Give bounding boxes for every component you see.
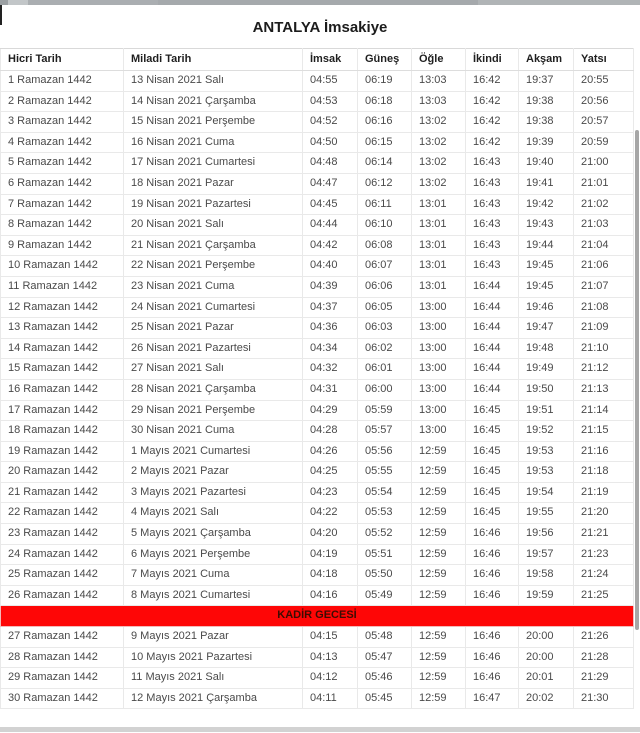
cell: 2 Mayıs 2021 Pazar [124,462,303,483]
table-row [1,565,634,586]
cell: 06:05 [358,297,412,318]
cell: 16 Ramazan 1442 [1,379,124,400]
table-row [1,153,634,174]
table-row [1,132,634,153]
cell: 13:02 [412,132,466,153]
cell: 18 Nisan 2021 Pazar [124,173,303,194]
kadir-gecesi-banner-row [1,606,634,627]
cell: 21:06 [574,256,634,277]
cell: 19:41 [519,173,574,194]
cell: 19:55 [519,503,574,524]
cell: 04:12 [303,668,358,689]
cell: 16:46 [466,647,519,668]
cell: 20:56 [574,91,634,112]
cell: 21:24 [574,565,634,586]
table-row [1,359,634,380]
table-row [1,215,634,236]
cell: 19:38 [519,112,574,133]
cell: 16:42 [466,112,519,133]
cell: 13:00 [412,338,466,359]
cell: 16:45 [466,441,519,462]
cell: 16:42 [466,91,519,112]
cell: 19:39 [519,132,574,153]
cell: 05:49 [358,585,412,606]
cell: 21:12 [574,359,634,380]
table-row [1,647,634,668]
cell: 5 Mayıs 2021 Çarşamba [124,524,303,545]
cell: 04:25 [303,462,358,483]
cell: 13:01 [412,194,466,215]
cell: 19:58 [519,565,574,586]
cell: 21:18 [574,462,634,483]
cell: 16:43 [466,173,519,194]
cell: 20:02 [519,688,574,709]
kadir-gecesi-label: KADİR GECESİ [1,606,634,627]
cell: 21:07 [574,276,634,297]
table-row [1,112,634,133]
cell: 12:59 [412,503,466,524]
cell: 16:43 [466,215,519,236]
cell: 13:03 [412,71,466,92]
cell: 04:50 [303,132,358,153]
cell: 12:59 [412,544,466,565]
cell: 12:59 [412,627,466,648]
cell: 06:03 [358,318,412,339]
cell: 04:34 [303,338,358,359]
cell: 8 Ramazan 1442 [1,215,124,236]
cell: 16:45 [466,462,519,483]
table-row [1,318,634,339]
cell: 24 Ramazan 1442 [1,544,124,565]
table-row [1,194,634,215]
cell: 04:31 [303,379,358,400]
cell: 21:30 [574,688,634,709]
table-row [1,379,634,400]
cell: 19:49 [519,359,574,380]
table-row [1,627,634,648]
cell: 29 Nisan 2021 Perşembe [124,400,303,421]
cell: 12:59 [412,441,466,462]
cell: 21:23 [574,544,634,565]
cell: 13:02 [412,112,466,133]
cell: 13:02 [412,173,466,194]
cell: 05:56 [358,441,412,462]
cell: 19:53 [519,462,574,483]
cell: 20:55 [574,71,634,92]
cell: 19:38 [519,91,574,112]
cell: 9 Ramazan 1442 [1,235,124,256]
cell: 06:06 [358,276,412,297]
cell: 30 Ramazan 1442 [1,688,124,709]
table-row [1,524,634,545]
cell: 19:37 [519,71,574,92]
cell: 12:59 [412,668,466,689]
cell: 16:42 [466,71,519,92]
column-header-3: Güneş [358,49,412,71]
cell: 26 Ramazan 1442 [1,585,124,606]
cell: 20:00 [519,627,574,648]
cell: 14 Nisan 2021 Çarşamba [124,91,303,112]
cell: 06:15 [358,132,412,153]
cell: 13:00 [412,318,466,339]
table-row [1,668,634,689]
cell: 06:02 [358,338,412,359]
cell: 20 Nisan 2021 Salı [124,215,303,236]
cell: 16:44 [466,338,519,359]
cell: 16:44 [466,297,519,318]
cell: 04:20 [303,524,358,545]
cell: 19:51 [519,400,574,421]
cell: 04:15 [303,627,358,648]
cell: 05:50 [358,565,412,586]
cell: 05:54 [358,482,412,503]
cell: 06:11 [358,194,412,215]
cell: 04:53 [303,91,358,112]
cell: 04:11 [303,688,358,709]
cell: 20:59 [574,132,634,153]
cell: 19:59 [519,585,574,606]
cell: 16:45 [466,421,519,442]
imsakiye-table [0,48,634,709]
table-row [1,91,634,112]
cell: 16 Nisan 2021 Cuma [124,132,303,153]
cell: 13:00 [412,297,466,318]
table-row [1,503,634,524]
cell: 16:46 [466,524,519,545]
cell: 04:13 [303,647,358,668]
cell: 16:46 [466,565,519,586]
cell: 13:00 [412,359,466,380]
cell: 20:57 [574,112,634,133]
cell: 06:18 [358,91,412,112]
cell: 1 Mayıs 2021 Cumartesi [124,441,303,462]
cell: 16:43 [466,256,519,277]
cell: 5 Ramazan 1442 [1,153,124,174]
table-row [1,235,634,256]
cell: 25 Nisan 2021 Pazar [124,318,303,339]
cell: 11 Mayıs 2021 Salı [124,668,303,689]
cell: 16:46 [466,544,519,565]
cell: 27 Ramazan 1442 [1,627,124,648]
cell: 16:43 [466,194,519,215]
cell: 15 Ramazan 1442 [1,359,124,380]
cell: 13 Nisan 2021 Salı [124,71,303,92]
cell: 04:37 [303,297,358,318]
cell: 04:52 [303,112,358,133]
cell: 3 Ramazan 1442 [1,112,124,133]
cell: 06:01 [358,359,412,380]
cell: 12:59 [412,524,466,545]
cell: 21:26 [574,627,634,648]
cell: 28 Nisan 2021 Çarşamba [124,379,303,400]
cell: 10 Mayıs 2021 Pazartesi [124,647,303,668]
cell: 13:00 [412,379,466,400]
column-header-4: Öğle [412,49,466,71]
cell: 13:01 [412,215,466,236]
cell: 7 Mayıs 2021 Cuma [124,565,303,586]
cell: 6 Ramazan 1442 [1,173,124,194]
cell: 12:59 [412,462,466,483]
cell: 21:00 [574,153,634,174]
cell: 04:18 [303,565,358,586]
page-title: ANTALYA İmsakiye [252,19,388,36]
cell: 22 Ramazan 1442 [1,503,124,524]
cell: 04:36 [303,318,358,339]
cell: 16:43 [466,153,519,174]
column-header-5: İkindi [466,49,519,71]
cell: 3 Mayıs 2021 Pazartesi [124,482,303,503]
cell: 21:02 [574,194,634,215]
cell: 19:47 [519,318,574,339]
cell: 12:59 [412,585,466,606]
cell: 19:46 [519,297,574,318]
cell: 21:20 [574,503,634,524]
cell: 6 Mayıs 2021 Perşembe [124,544,303,565]
cell: 20:01 [519,668,574,689]
cell: 21:01 [574,173,634,194]
cell: 19:53 [519,441,574,462]
cell: 12:59 [412,565,466,586]
cell: 21:19 [574,482,634,503]
cell: 21:10 [574,338,634,359]
column-header-2: İmsak [303,49,358,71]
cell: 7 Ramazan 1442 [1,194,124,215]
cell: 04:40 [303,256,358,277]
cell: 21:13 [574,379,634,400]
cell: 21:09 [574,318,634,339]
cell: 12:59 [412,647,466,668]
cell: 06:08 [358,235,412,256]
cell: 21 Ramazan 1442 [1,482,124,503]
cell: 16:46 [466,627,519,648]
cell: 12 Mayıs 2021 Çarşamba [124,688,303,709]
cell: 21:04 [574,235,634,256]
column-header-6: Akşam [519,49,574,71]
table-row [1,297,634,318]
cell: 05:57 [358,421,412,442]
cell: 19:48 [519,338,574,359]
cell: 19:43 [519,215,574,236]
cell: 21:28 [574,647,634,668]
cell: 15 Nisan 2021 Perşembe [124,112,303,133]
cell: 13:01 [412,256,466,277]
cell: 21 Nisan 2021 Çarşamba [124,235,303,256]
cell: 20:00 [519,647,574,668]
cell: 13:01 [412,276,466,297]
table-row [1,688,634,709]
cell: 04:29 [303,400,358,421]
cell: 06:12 [358,173,412,194]
table-row [1,71,634,92]
cell: 04:26 [303,441,358,462]
cell: 04:22 [303,503,358,524]
table-row [1,585,634,606]
cell: 25 Ramazan 1442 [1,565,124,586]
cell: 19:42 [519,194,574,215]
cell: 21:08 [574,297,634,318]
cell: 04:39 [303,276,358,297]
cell: 29 Ramazan 1442 [1,668,124,689]
cell: 4 Ramazan 1442 [1,132,124,153]
cell: 04:32 [303,359,358,380]
column-header-1: Miladi Tarih [124,49,303,71]
cell: 16:43 [466,235,519,256]
table-row [1,482,634,503]
cell: 13 Ramazan 1442 [1,318,124,339]
cell: 19:40 [519,153,574,174]
cell: 13:03 [412,91,466,112]
cell: 16:44 [466,276,519,297]
table-row [1,400,634,421]
cell: 19:45 [519,276,574,297]
cell: 16:45 [466,400,519,421]
cell: 16:45 [466,503,519,524]
cell: 04:44 [303,215,358,236]
cell: 21:16 [574,441,634,462]
cell: 19:45 [519,256,574,277]
cell: 05:53 [358,503,412,524]
cell: 24 Nisan 2021 Cumartesi [124,297,303,318]
cell: 16:44 [466,359,519,380]
cell: 27 Nisan 2021 Salı [124,359,303,380]
cell: 13:00 [412,421,466,442]
cell: 4 Mayıs 2021 Salı [124,503,303,524]
table-row [1,441,634,462]
cell: 20 Ramazan 1442 [1,462,124,483]
cell: 23 Ramazan 1442 [1,524,124,545]
cell: 19:44 [519,235,574,256]
table-row [1,173,634,194]
cell: 21:03 [574,215,634,236]
table-header-row [1,49,634,71]
cell: 06:10 [358,215,412,236]
cell: 16:45 [466,482,519,503]
cell: 14 Ramazan 1442 [1,338,124,359]
cell: 19 Nisan 2021 Pazartesi [124,194,303,215]
cell: 16:47 [466,688,519,709]
cell: 12 Ramazan 1442 [1,297,124,318]
cell: 17 Nisan 2021 Cumartesi [124,153,303,174]
cell: 8 Mayıs 2021 Cumartesi [124,585,303,606]
cell: 05:55 [358,462,412,483]
cell: 05:48 [358,627,412,648]
cell: 10 Ramazan 1442 [1,256,124,277]
table-row [1,276,634,297]
cell: 21:21 [574,524,634,545]
table-row [1,544,634,565]
cell: 04:42 [303,235,358,256]
cell: 16:44 [466,379,519,400]
cell: 04:45 [303,194,358,215]
cell: 22 Nisan 2021 Perşembe [124,256,303,277]
cell: 04:19 [303,544,358,565]
cell: 06:19 [358,71,412,92]
cell: 16:46 [466,585,519,606]
cell: 12:59 [412,688,466,709]
column-header-0: Hicri Tarih [1,49,124,71]
cell: 21:29 [574,668,634,689]
cell: 05:59 [358,400,412,421]
cell: 13:00 [412,400,466,421]
cell: 04:47 [303,173,358,194]
cell: 18 Ramazan 1442 [1,421,124,442]
cell: 06:16 [358,112,412,133]
cell: 21:14 [574,400,634,421]
table-row [1,338,634,359]
cell: 16:44 [466,318,519,339]
cell: 1 Ramazan 1442 [1,71,124,92]
cell: 05:46 [358,668,412,689]
cell: 21:25 [574,585,634,606]
cell: 13:01 [412,235,466,256]
cell: 23 Nisan 2021 Cuma [124,276,303,297]
cell: 16:46 [466,668,519,689]
cell: 11 Ramazan 1442 [1,276,124,297]
cell: 12:59 [412,482,466,503]
cell: 05:52 [358,524,412,545]
cell: 06:14 [358,153,412,174]
cell: 17 Ramazan 1442 [1,400,124,421]
cell: 05:51 [358,544,412,565]
cell: 19:52 [519,421,574,442]
cell: 04:28 [303,421,358,442]
cell: 04:55 [303,71,358,92]
table-row [1,462,634,483]
cell: 13:02 [412,153,466,174]
cell: 21:15 [574,421,634,442]
cell: 9 Mayıs 2021 Pazar [124,627,303,648]
cell: 04:16 [303,585,358,606]
cell: 19 Ramazan 1442 [1,441,124,462]
cell: 06:00 [358,379,412,400]
cell: 28 Ramazan 1442 [1,647,124,668]
vertical-scrollbar-thumb[interactable] [635,130,639,630]
cell: 05:45 [358,688,412,709]
cell: 05:47 [358,647,412,668]
table-row [1,256,634,277]
cell: 26 Nisan 2021 Pazartesi [124,338,303,359]
cell: 06:07 [358,256,412,277]
cell: 2 Ramazan 1442 [1,91,124,112]
cell: 19:56 [519,524,574,545]
cell: 19:54 [519,482,574,503]
table-row [1,421,634,442]
cell: 19:50 [519,379,574,400]
horizontal-scrollbar-track[interactable] [0,727,640,732]
cell: 19:57 [519,544,574,565]
imsakiye-page [0,5,640,709]
column-header-7: Yatsı [574,49,634,71]
cell: 16:42 [466,132,519,153]
cell: 04:23 [303,482,358,503]
cell: 04:48 [303,153,358,174]
cell: 30 Nisan 2021 Cuma [124,421,303,442]
